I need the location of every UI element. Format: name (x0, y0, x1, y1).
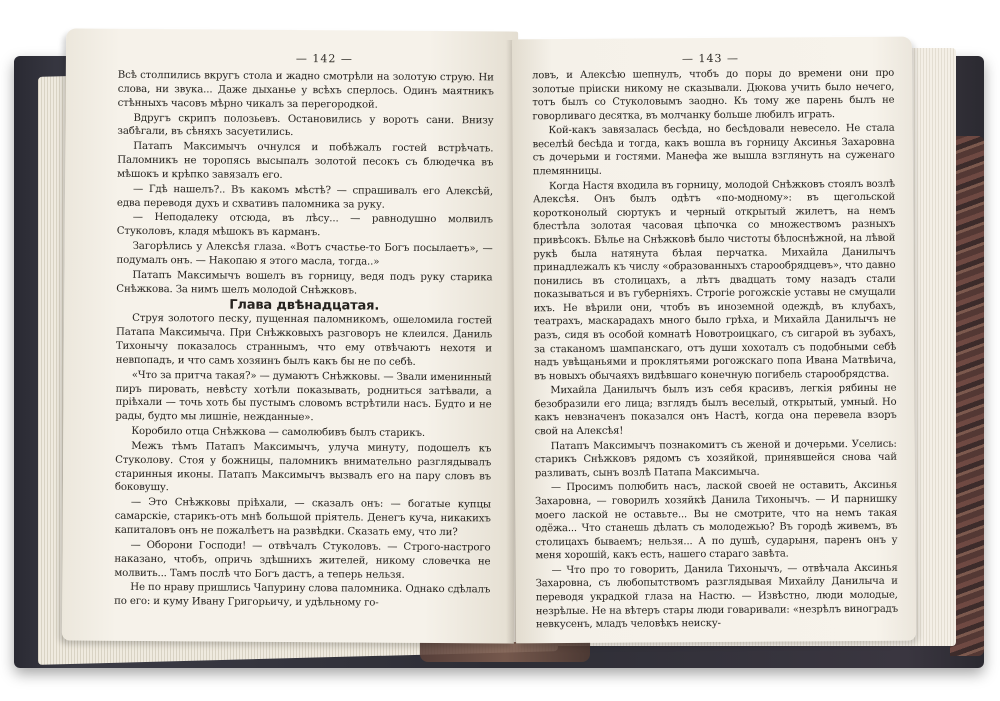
left-paragraph: Вдругъ скрипъ полозьевъ. Остановились у воротъ сани. Внизу забѣгали, въ сѣняхъ засуетились. (117, 112, 494, 139)
left-paragraph: — Неподалеку отсюда, въ лѣсу... — равнодушно молвилъ Стуколовъ, кладя мѣшокъ въ карманъ. (116, 212, 493, 239)
right-page-number: — 143 — (681, 51, 740, 66)
left-page-text (114, 69, 494, 613)
right-page (512, 37, 916, 644)
left-paragraph: Всѣ столпились вкругъ стола и жадно смотрѣли на золотую струю. Ни слова, ни звука... Даже дыханье у всѣхъ сперлось. Одинъ маятникъ стѣнныхъ часовъ мѣрно чикалъ за перегородкой. (117, 69, 494, 111)
left-paragraph: «Что за притча такая?» — думаютъ Снѣжковы. — Звали именинный пиръ пировать, невѣсту хотѣли показывать, родниться затѣвали, а пріѣхали — точь хоть бы пустымъ словомъ встрѣтили насъ. Будто и не рады, будто мы лишніе, нежданные». (115, 369, 492, 424)
right-paragraph: ловъ, и Алексѣю шепнулъ, чтобъ до поры до времени они про золотые пріиски никому не сказывали. Дюкова учить было нечего, тотъ былъ со Стуколовымъ заодно. Къ тому же парень былъ не говорливаго десятка, въ молчанку больше любилъ играть. (532, 67, 895, 122)
right-paragraph: Когда Настя входила въ горницу, молодой Снѣжковъ стоялъ возлѣ Алексѣя. Онъ былъ одѣтъ «по-модному»: въ щегольской коротконолый сюртукъ и черный открытый жилетъ, на немъ блестѣла золотая часовая цѣпочка со множествомъ разныхъ привѣсокъ. Бѣлье на Снѣжковѣ было чистоты бѣлоснѣжной, на лѣвой рукѣ была натянута бѣлая перчатка. Михайла Данилычъ принадлежалъ къ числу «образованныхъ старообрядцевъ», что давно понились въ столицахъ, а лѣтъ двадцать тому назадъ стали показываться и въ губерніяхъ. Строгіе рогожскіе уставы не смущали ихъ. Не вѣрили они, чтобъ въ иноземной одеждѣ, въ клубахъ, театрахъ, маскарадахъ много было грѣха, и Михайла Данилычъ не разъ, сидя въ особой комнатѣ Новотроицкаго, съ сигарой въ зубахъ, за стаканомъ шампанскаго, отъ души хохоталъ съ подобными себѣ надъ увѣщаньями и проклятьями рогожскаго попа Ивана Матвѣича, въ новыхъ обычаяхъ видѣвшаго конечную погибель старообрядства. (532, 178, 897, 382)
left-paragraph: Коробило отца Снѣжкова — самолюбивъ былъ старикъ. (131, 425, 425, 440)
left-paragraph: — Это Снѣжковы пріѣхали, — сказалъ онъ: — богатые купцы самарскіе, старикъ-отъ мнѣ большой пріятель. Денегъ куча, никакихъ капиталовъ онъ не пожалѣетъ на развѣдки. Сказать ему, что ли? (114, 497, 491, 539)
right-paragraph: Кой-какъ завязалась бесѣда, но бесѣдовали невесело. Не стала веселѣй бесѣда и тогда, какъ вошла въ горницу Аксинья Захаровна съ дочерьми и гостями. Манефа же вышла взглянуть на суженаго племянницы. (532, 123, 895, 178)
left-paragraph: Струя золотого песку, пущенная паломникомъ, ошеломила гостей Патапа Максимыча. При Снѣжковыхъ разговоръ не клеился. Даниль Тихонычу показалось страннымъ, что ему отвѣчаютъ нехотя и невпопадъ, и что самъ хозяинъ былъ какъ бы не по себѣ. (115, 313, 493, 368)
left-paragraph: Не по нраву пришлись Чапурину слова паломника. Однако сдѣлалъ по его: и куму Ивану Григорьичу, и удѣльному го- (114, 582, 491, 609)
chapter-heading: Глава двѣнадцатая. (229, 297, 380, 314)
right-paragraph: — Просимъ полюбить насъ, лаской своей не оставить, Аксинья Захаровна, — говорилъ хозяйкѣ Данила Тихонычъ. — И парнишку моего лаской не оставьте... Вы не смотрите, что на немъ такая одёжа... Что станешь дѣлать съ молодежью? Въ городѣ живемъ, въ столицахъ бываемъ; нельзя... А по душѣ, сударыня, паренъ онъ у меня хорошій, какъ есть, нашего стараго завѣта. (535, 480, 898, 562)
right-page-text (532, 67, 898, 633)
left-paragraph: Загорѣлись у Алексѣя глаза. «Вотъ счастье-то Богъ посылаетъ», — подумалъ онъ. — Накопаю я этого масла, тогда..» (116, 241, 493, 268)
right-paragraph: Патапъ Максимычъ познакомитъ съ женой и дочерьми. Уселись: старикъ Снѣжковъ рядомъ съ хозяйкой, принявшейся снова чай разливать, сынъ возлѣ Патапа Максимыча. (534, 438, 897, 480)
left-paragraph: Патапъ Максимычъ очнулся и побѣжалъ гостей встрѣчать. Паломникъ не торопясь высыпалъ золотой песокъ съ блюдечка въ мѣшокъ и крѣпко завязалъ его. (117, 141, 494, 181)
spine-headband (420, 642, 590, 662)
left-paragraph: Патапъ Максимычъ вошелъ въ горницу, ведя подъ руку старика Снѣжкова. За нимъ шелъ молодой Снѣжковъ. (116, 269, 493, 297)
left-page (62, 28, 518, 643)
left-paragraph: Межъ тѣмъ Патапъ Максимычъ, улуча минуту, подошелъ къ Стуколову. Стоя у божницы, паломникъ внимательно разглядывалъ старинныя иконы. Патапъ Максимычъ вызвалъ его на пару словъ въ боковушу. (114, 440, 492, 494)
right-paragraph: Михайла Данилычъ былъ изъ себя красивъ, легкія рябины не безобразили его лица; взглядъ былъ веселый, открытый, умный. Но какъ невзначенъ показался онъ Настѣ, когда она перевела взоръ свой на Алексѣя! (534, 383, 897, 438)
right-paragraph: — Что про то говорить, Данила Тихонычъ, — отвѣчала Аксинья Захаровна, съ любопытствомъ разглядывая Михайлу Данилыча и переводя украдкой глаза на Настю. — Извѣстно, люди молодые, незрѣлые. Не на вѣтеръ стары люди говаривали: «незрѣлъ виноградъ невкусенъ, младъ человѣкъ неиску- (535, 562, 898, 631)
left-paragraph: — Гдѣ нашелъ?.. Въ какомъ мѣстѣ? — спрашивалъ его Алексѣй, едва переводя духъ и схвативъ паломника за руку. (116, 183, 494, 211)
left-paragraph: — Оборони Господи! — отвѣчалъ Стуколовъ. — Строго-настрого наказано, чтобъ, опричь здѣшнихъ жителей, никому словечка не молвить... Тамъ послѣ что Богъ дастъ, а теперь нельзя. (114, 539, 491, 581)
left-page-number: — 142 — (295, 52, 353, 66)
